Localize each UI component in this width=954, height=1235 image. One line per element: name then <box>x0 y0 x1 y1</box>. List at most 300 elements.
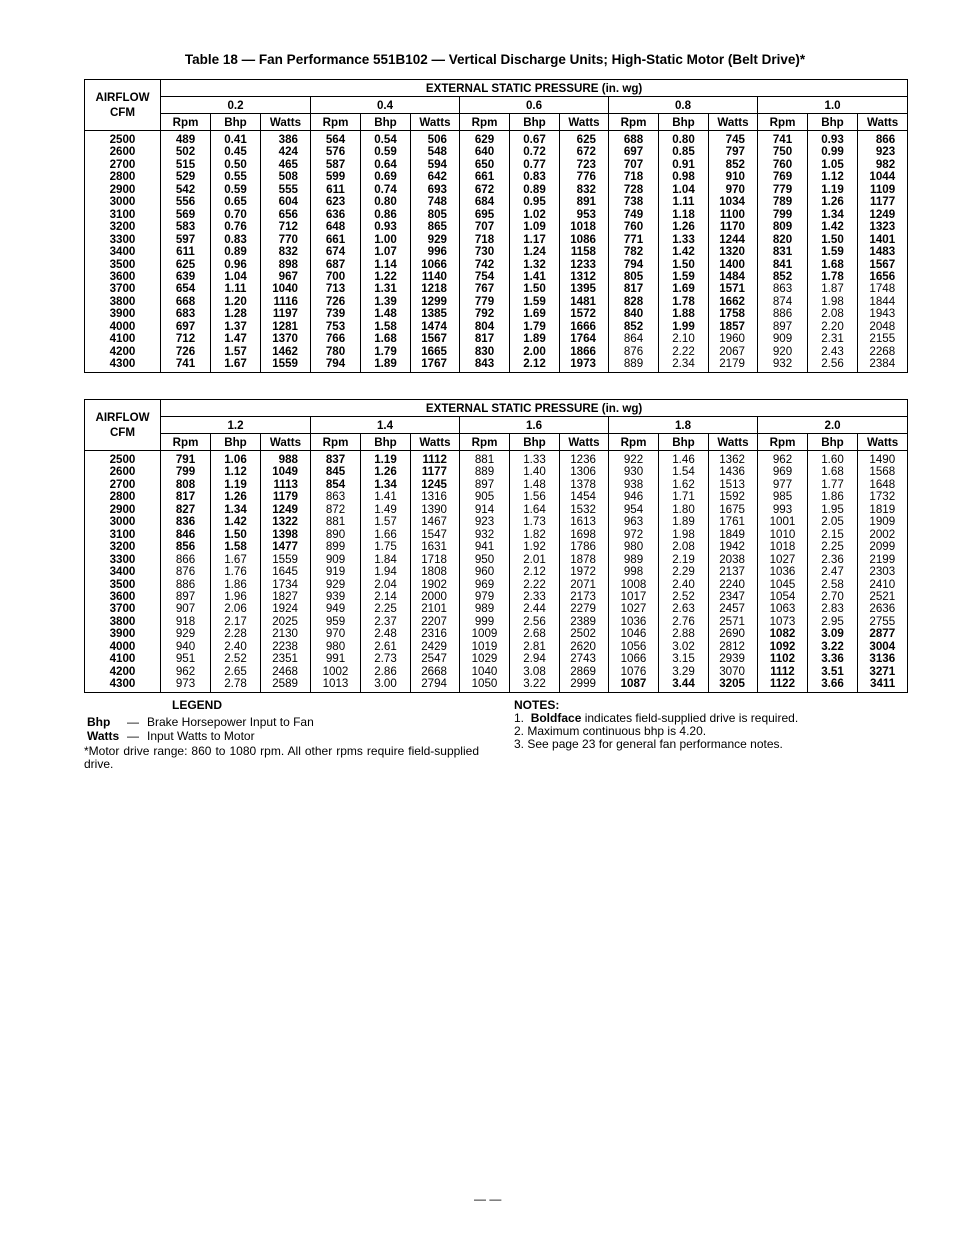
table-cell-rpm: 542 <box>161 184 211 196</box>
table-cell-bhp: 2.78 <box>211 678 261 692</box>
table-cell-bhp: 1.20 <box>211 296 261 308</box>
table-cell-bhp: 1.50 <box>211 529 261 541</box>
table-cell-bhp: 1.79 <box>361 346 411 358</box>
table-cell-rpm: 1008 <box>609 579 659 591</box>
table-cell-rpm: 1002 <box>311 666 361 678</box>
table-cell-bhp: 2.12 <box>510 358 560 372</box>
table-cell-bhp: 1.57 <box>361 516 411 528</box>
table-cell-rpm: 794 <box>311 358 361 372</box>
table-cell-rpm: 939 <box>311 591 361 603</box>
table-cell-bhp: 2.04 <box>361 579 411 591</box>
table-cell-bhp: 2.10 <box>659 333 709 345</box>
table-cell-rpm: 749 <box>609 209 659 221</box>
table-cell-rpm: 846 <box>161 529 211 541</box>
table-cell-watts: 1748 <box>869 282 896 296</box>
table-cell-rpm: 929 <box>161 628 211 640</box>
table-cell-watts: 1385 <box>411 308 460 320</box>
table-cell-rpm: 985 <box>758 491 808 503</box>
table-cell-watts: 1177 <box>411 466 460 478</box>
airflow-cfm-cell: 3600 <box>85 591 161 603</box>
table-cell-bhp: 2.28 <box>211 628 261 640</box>
table-cell-bhp: 2.61 <box>361 641 411 653</box>
table-cell-watts: 1400 <box>709 259 758 271</box>
note-2: 2. Maximum continuous bhp is 4.20. <box>514 724 707 738</box>
table-cell-watts: 1378 <box>560 479 609 491</box>
table-cell-bhp: 1.59 <box>510 296 560 308</box>
table-cell-watts: 1236 <box>560 451 609 467</box>
table-cell-rpm: 886 <box>161 579 211 591</box>
table-cell-watts: 1323 <box>869 220 896 234</box>
table-cell-bhp: 2.40 <box>211 641 261 653</box>
table-cell-rpm: 963 <box>609 516 659 528</box>
table-cell-rpm: 866 <box>161 554 211 566</box>
table-cell-watts: 1312 <box>560 271 609 283</box>
table-cell-rpm: 489 <box>161 131 211 147</box>
table-cell-watts: 970 <box>709 184 758 196</box>
table-cell-bhp: 0.80 <box>659 131 709 147</box>
table-cell-watts: 1572 <box>560 308 609 320</box>
table-cell-watts: 748 <box>411 196 460 208</box>
table-cell-bhp: 1.59 <box>659 271 709 283</box>
table-cell-bhp: 1.40 <box>510 466 560 478</box>
table-cell-bhp: 0.55 <box>211 171 261 183</box>
airflow-cfm-cell: 2700 <box>85 479 161 491</box>
table-cell-rpm: 852 <box>609 321 659 333</box>
table-cell-rpm: 876 <box>609 346 659 358</box>
table-cell-watts: 3070 <box>709 666 758 678</box>
legend-dash: — <box>127 729 139 743</box>
table-cell-rpm: 960 <box>460 566 510 578</box>
page-footer: — — <box>474 1192 502 1206</box>
table-cell-watts: 832 <box>560 184 609 196</box>
table-cell-watts: 1571 <box>709 283 758 295</box>
table-cell-bhp: 2.12 <box>510 566 560 578</box>
table-cell-bhp: 1.39 <box>361 296 411 308</box>
table-cell-watts: 2199 <box>869 552 896 566</box>
legend-dash: — <box>127 715 139 729</box>
table-cell-bhp: 1.37 <box>211 321 261 333</box>
table-cell-rpm: 909 <box>311 554 361 566</box>
table-cell-bhp: 0.70 <box>211 209 261 221</box>
table-cell-watts: 1086 <box>560 234 609 246</box>
table-cell-rpm: 767 <box>460 283 510 295</box>
table-cell-watts: 852 <box>709 159 758 171</box>
column-header-watts: Watts <box>858 114 908 131</box>
table-cell-bhp: 1.86 <box>211 579 261 591</box>
table-cell-watts: 1481 <box>560 296 609 308</box>
table-cell-bhp: 2.00 <box>510 346 560 358</box>
table-cell-bhp: 1.14 <box>361 259 411 271</box>
table-cell-bhp: 0.41 <box>211 131 261 147</box>
table-cell-rpm: 782 <box>609 246 659 258</box>
table-cell-watts: 386 <box>261 131 311 147</box>
table-cell-bhp: 1.32 <box>510 259 560 271</box>
airflow-cfm-cell: 2900 <box>85 504 161 516</box>
table-cell-bhp: 2.48 <box>361 628 411 640</box>
table-cell-watts: 1370 <box>261 333 311 345</box>
table-cell-watts: 2999 <box>560 678 609 692</box>
table-cell-watts: 1140 <box>411 271 460 283</box>
table-cell-watts: 1943 <box>869 307 896 321</box>
column-header-rpm: Rpm <box>758 434 808 451</box>
table-cell-bhp: 1.19 <box>211 479 261 491</box>
table-cell-rpm: 962 <box>161 666 211 678</box>
table-cell-bhp: 0.67 <box>510 131 560 147</box>
table-cell-bhp: 0.69 <box>361 171 411 183</box>
table-cell-bhp: 1.34 <box>808 209 858 221</box>
table-cell-rpm: 1076 <box>609 666 659 678</box>
table-cell-watts: 2812 <box>709 641 758 653</box>
table-cell-rpm: 959 <box>311 616 361 628</box>
pressure-group-header: 1.8 <box>609 417 758 434</box>
table-cell-rpm: 991 <box>311 653 361 665</box>
table-cell-bhp: 1.26 <box>361 466 411 478</box>
table-cell-rpm: 726 <box>311 296 361 308</box>
table-cell-rpm: 794 <box>609 259 659 271</box>
table-cell-rpm: 792 <box>460 308 510 320</box>
table-cell-bhp: 2.08 <box>659 541 709 553</box>
table-cell-bhp: 1.75 <box>361 541 411 553</box>
table-cell-rpm: 808 <box>161 479 211 491</box>
table-cell-bhp: 2.52 <box>211 653 261 665</box>
table-cell-rpm: 962 <box>758 451 808 467</box>
table-cell-bhp: 2.29 <box>659 566 709 578</box>
table-cell-bhp: 1.78 <box>808 271 858 283</box>
table-cell-watts: 865 <box>411 221 460 233</box>
table-cell-rpm: 625 <box>161 259 211 271</box>
table-cell-bhp: 0.99 <box>808 146 858 158</box>
table-cell-rpm: 998 <box>609 566 659 578</box>
table-cell-rpm: 864 <box>609 333 659 345</box>
table-cell-bhp: 2.52 <box>659 591 709 603</box>
table-cell-bhp: 1.58 <box>211 541 261 553</box>
table-cell-rpm: 1102 <box>758 653 808 665</box>
table-cell-bhp: 3.00 <box>361 678 411 692</box>
table-cell-rpm: 1066 <box>609 653 659 665</box>
airflow-cfm-cell: 3500 <box>85 579 161 591</box>
table-cell-bhp: 1.24 <box>510 246 560 258</box>
table-cell-bhp: 2.68 <box>510 628 560 640</box>
table-cell-bhp: 2.58 <box>808 579 858 591</box>
table-cell-watts: 424 <box>261 146 311 158</box>
table-cell-watts: 1306 <box>560 466 609 478</box>
table-cell-bhp: 3.02 <box>659 641 709 653</box>
table-cell-watts: 2207 <box>411 616 460 628</box>
table-cell-rpm: 648 <box>311 221 361 233</box>
table-cell-bhp: 2.08 <box>808 308 858 320</box>
table-cell-bhp: 1.50 <box>659 259 709 271</box>
table-cell-watts: 1179 <box>261 491 311 503</box>
table-row <box>85 541 908 553</box>
table-cell-rpm: 728 <box>609 184 659 196</box>
table-cell-rpm: 789 <box>758 196 808 208</box>
table-cell-bhp: 1.89 <box>361 358 411 372</box>
table-cell-watts: 1613 <box>560 516 609 528</box>
table-cell-rpm: 886 <box>758 308 808 320</box>
table-cell-bhp: 2.56 <box>510 616 560 628</box>
table-cell-rpm: 700 <box>311 271 361 283</box>
notes-title: NOTES: <box>514 698 560 712</box>
table-cell-bhp: 1.78 <box>659 296 709 308</box>
column-header-watts: Watts <box>709 434 758 451</box>
table-cell-watts: 2002 <box>869 527 896 541</box>
table-cell-rpm: 980 <box>311 641 361 653</box>
table-cell-bhp: 2.86 <box>361 666 411 678</box>
table-cell-watts: 1764 <box>560 333 609 345</box>
table-row <box>85 333 908 345</box>
airflow-cfm-cell: 3900 <box>85 308 161 320</box>
table-cell-bhp: 0.98 <box>659 171 709 183</box>
table-cell-bhp: 1.26 <box>808 196 858 208</box>
column-header-rpm: Rpm <box>758 114 808 131</box>
table-cell-rpm: 923 <box>460 516 510 528</box>
column-header-bhp: Bhp <box>659 434 709 451</box>
table-cell-rpm: 905 <box>460 491 510 503</box>
table-cell-watts: 2067 <box>709 346 758 358</box>
pressure-group-header: 1.0 <box>758 97 908 114</box>
table-cell-watts: 1034 <box>709 196 758 208</box>
table-cell-rpm: 889 <box>460 466 510 478</box>
table-cell-rpm: 556 <box>161 196 211 208</box>
table-cell-watts: 1972 <box>560 566 609 578</box>
table-cell-watts: 2668 <box>411 666 460 678</box>
table-cell-bhp: 2.14 <box>361 591 411 603</box>
table-cell-rpm: 753 <box>311 321 361 333</box>
table-cell-watts: 1645 <box>261 566 311 578</box>
table-cell-bhp: 1.68 <box>808 259 858 271</box>
table-cell-rpm: 597 <box>161 234 211 246</box>
table-cell-rpm: 897 <box>161 591 211 603</box>
table-cell-bhp: 0.83 <box>510 171 560 183</box>
table-cell-rpm: 707 <box>460 221 510 233</box>
table-cell-watts: 1158 <box>560 246 609 258</box>
table-cell-bhp: 2.88 <box>659 628 709 640</box>
table-cell-watts: 2316 <box>411 628 460 640</box>
table-cell-bhp: 0.85 <box>659 146 709 158</box>
table-cell-bhp: 0.96 <box>211 259 261 271</box>
table-cell-watts: 2521 <box>869 589 896 603</box>
table-cell-rpm: 1054 <box>758 591 808 603</box>
table-cell-rpm: 954 <box>609 504 659 516</box>
table-cell-watts: 2303 <box>869 565 896 579</box>
table-cell-bhp: 1.68 <box>808 466 858 478</box>
table-row <box>85 516 908 528</box>
table-cell-rpm: 874 <box>758 296 808 308</box>
table-cell-bhp: 2.43 <box>808 346 858 358</box>
table-cell-rpm: 502 <box>161 146 211 158</box>
table-cell-bhp: 2.22 <box>510 579 560 591</box>
table-cell-watts: 2268 <box>869 344 896 358</box>
table-cell-watts: 1249 <box>261 504 311 516</box>
table-cell-bhp: 2.65 <box>211 666 261 678</box>
table-cell-rpm: 907 <box>161 603 211 615</box>
table-cell-rpm: 623 <box>311 196 361 208</box>
table-cell-bhp: 1.18 <box>659 209 709 221</box>
fan-performance-table-2 <box>84 399 908 693</box>
table-cell-bhp: 1.87 <box>808 283 858 295</box>
table-row <box>85 451 908 467</box>
table-cell-watts: 1656 <box>869 269 896 283</box>
table-cell-rpm: 718 <box>609 171 659 183</box>
table-cell-watts: 2410 <box>869 577 896 591</box>
table-cell-rpm: 1010 <box>758 529 808 541</box>
table-cell-rpm: 769 <box>758 171 808 183</box>
table-cell-watts: 898 <box>261 259 311 271</box>
table-cell-rpm: 611 <box>161 246 211 258</box>
table-cell-bhp: 1.34 <box>361 479 411 491</box>
table-cell-rpm: 979 <box>460 591 510 603</box>
airflow-cfm-cell: 2500 <box>85 131 161 147</box>
table-cell-bhp: 1.42 <box>808 221 858 233</box>
table-cell-rpm: 836 <box>161 516 211 528</box>
table-cell-bhp: 2.25 <box>808 541 858 553</box>
table-cell-rpm: 650 <box>460 159 510 171</box>
table-cell-bhp: 1.54 <box>659 466 709 478</box>
table-cell-rpm: 840 <box>609 308 659 320</box>
table-cell-bhp: 2.25 <box>361 603 411 615</box>
table-cell-bhp: 2.22 <box>659 346 709 358</box>
table-cell-watts: 2939 <box>709 653 758 665</box>
table-cell-watts: 2099 <box>869 540 896 554</box>
table-cell-rpm: 1027 <box>758 554 808 566</box>
airflow-cfm-cell: 2600 <box>85 146 161 158</box>
column-header-rpm: Rpm <box>609 114 659 131</box>
table-cell-bhp: 1.31 <box>361 283 411 295</box>
table-cell-watts: 982 <box>875 157 896 171</box>
table-cell-rpm: 1036 <box>609 616 659 628</box>
table-cell-watts: 2755 <box>869 614 896 628</box>
table-cell-watts: 1513 <box>709 479 758 491</box>
table-cell-watts: 1698 <box>560 529 609 541</box>
pressure-group-header: 0.2 <box>161 97 311 114</box>
table-cell-rpm: 695 <box>460 209 510 221</box>
airflow-cfm-cell: 3300 <box>85 234 161 246</box>
table-cell-watts: 1398 <box>261 529 311 541</box>
table-cell-rpm: 1027 <box>609 603 659 615</box>
table-cell-watts: 1109 <box>870 182 896 196</box>
table-cell-watts: 866 <box>875 133 896 146</box>
column-header-bhp: Bhp <box>808 114 858 131</box>
table-cell-watts: 929 <box>411 234 460 246</box>
table-cell-rpm: 611 <box>311 184 361 196</box>
table-cell-watts: 891 <box>560 196 609 208</box>
table-cell-bhp: 3.22 <box>808 641 858 653</box>
pressure-group-header: 0.6 <box>460 97 609 114</box>
table-cell-watts: 1547 <box>411 529 460 541</box>
column-header-watts: Watts <box>709 114 758 131</box>
table-cell-rpm: 779 <box>758 184 808 196</box>
table-cell-watts: 1477 <box>261 541 311 553</box>
table-cell-watts: 2389 <box>560 616 609 628</box>
table-cell-bhp: 2.70 <box>808 591 858 603</box>
table-cell-watts: 1244 <box>709 234 758 246</box>
airflow-cfm-cell: 2600 <box>85 466 161 478</box>
table-cell-rpm: 1019 <box>460 641 510 653</box>
table-cell-watts: 2794 <box>411 678 460 692</box>
table-cell-bhp: 1.04 <box>211 271 261 283</box>
table-cell-bhp: 2.56 <box>808 358 858 372</box>
table-cell-rpm: 881 <box>311 516 361 528</box>
table-cell-rpm: 831 <box>758 246 808 258</box>
table-cell-rpm: 929 <box>311 579 361 591</box>
table-cell-watts: 1322 <box>261 516 311 528</box>
table-cell-watts: 1662 <box>709 296 758 308</box>
table-cell-rpm: 683 <box>161 308 211 320</box>
table-cell-bhp: 0.54 <box>361 131 411 147</box>
table-cell-watts: 2155 <box>869 332 896 346</box>
table-cell-rpm: 950 <box>460 554 510 566</box>
table-cell-bhp: 0.95 <box>510 196 560 208</box>
table-cell-rpm: 629 <box>460 131 510 147</box>
legend-item-watts <box>87 729 255 743</box>
table-cell-watts: 1675 <box>709 504 758 516</box>
table-row <box>85 308 908 320</box>
table-cell-watts: 1316 <box>411 491 460 503</box>
table-cell-bhp: 0.89 <box>211 246 261 258</box>
table-cell-bhp: 2.31 <box>808 333 858 345</box>
column-header-bhp: Bhp <box>659 114 709 131</box>
table-cell-watts: 1758 <box>709 308 758 320</box>
table-cell-bhp: 2.37 <box>361 616 411 628</box>
table-cell-watts: 1281 <box>261 321 311 333</box>
table-cell-rpm: 1029 <box>460 653 510 665</box>
table-cell-bhp: 1.88 <box>659 308 709 320</box>
table-cell-bhp: 1.86 <box>808 491 858 503</box>
table-cell-rpm: 830 <box>460 346 510 358</box>
table-cell-watts: 1113 <box>261 479 311 491</box>
external-static-pressure-header: EXTERNAL STATIC PRESSURE (in. wg) <box>161 80 908 97</box>
airflow-cfm-cell: 3900 <box>85 628 161 640</box>
pressure-group-header: 2.0 <box>758 417 908 434</box>
airflow-cfm-cell: 3500 <box>85 259 161 271</box>
table-cell-bhp: 1.62 <box>659 479 709 491</box>
table-cell-watts: 1568 <box>869 465 896 479</box>
table-cell-rpm: 1087 <box>609 678 659 692</box>
table-cell-rpm: 766 <box>311 333 361 345</box>
table-cell-rpm: 930 <box>609 466 659 478</box>
table-cell-bhp: 1.11 <box>659 196 709 208</box>
table-cell-bhp: 2.94 <box>510 653 560 665</box>
table-cell-watts: 2429 <box>411 641 460 653</box>
table-cell-rpm: 636 <box>311 209 361 221</box>
table-cell-bhp: 1.00 <box>361 234 411 246</box>
legend-title: LEGEND <box>172 698 223 712</box>
table-cell-watts: 2571 <box>709 616 758 628</box>
table-cell-bhp: 2.36 <box>808 554 858 566</box>
table-cell-bhp: 1.64 <box>510 504 560 516</box>
table-cell-watts: 1044 <box>869 170 896 184</box>
table-cell-bhp: 1.47 <box>211 333 261 345</box>
table-cell-rpm: 828 <box>609 296 659 308</box>
table-cell-rpm: 951 <box>161 653 211 665</box>
table-cell-rpm: 1073 <box>758 616 808 628</box>
table-cell-rpm: 970 <box>311 628 361 640</box>
table-cell-watts: 1761 <box>709 516 758 528</box>
table-cell-watts: 2025 <box>261 616 311 628</box>
table-cell-rpm: 697 <box>609 146 659 158</box>
airflow-cfm-cell: 4100 <box>85 653 161 665</box>
airflow-cfm-cell: 3200 <box>85 221 161 233</box>
table-cell-rpm: 515 <box>161 159 211 171</box>
table-cell-rpm: 972 <box>609 529 659 541</box>
table-cell-rpm: 827 <box>161 504 211 516</box>
column-header-watts: Watts <box>560 114 609 131</box>
table-cell-bhp: 1.05 <box>808 159 858 171</box>
table-cell-watts: 1665 <box>411 346 460 358</box>
table-cell-bhp: 1.33 <box>510 451 560 467</box>
table-cell-bhp: 0.76 <box>211 221 261 233</box>
column-header-bhp: Bhp <box>361 434 411 451</box>
